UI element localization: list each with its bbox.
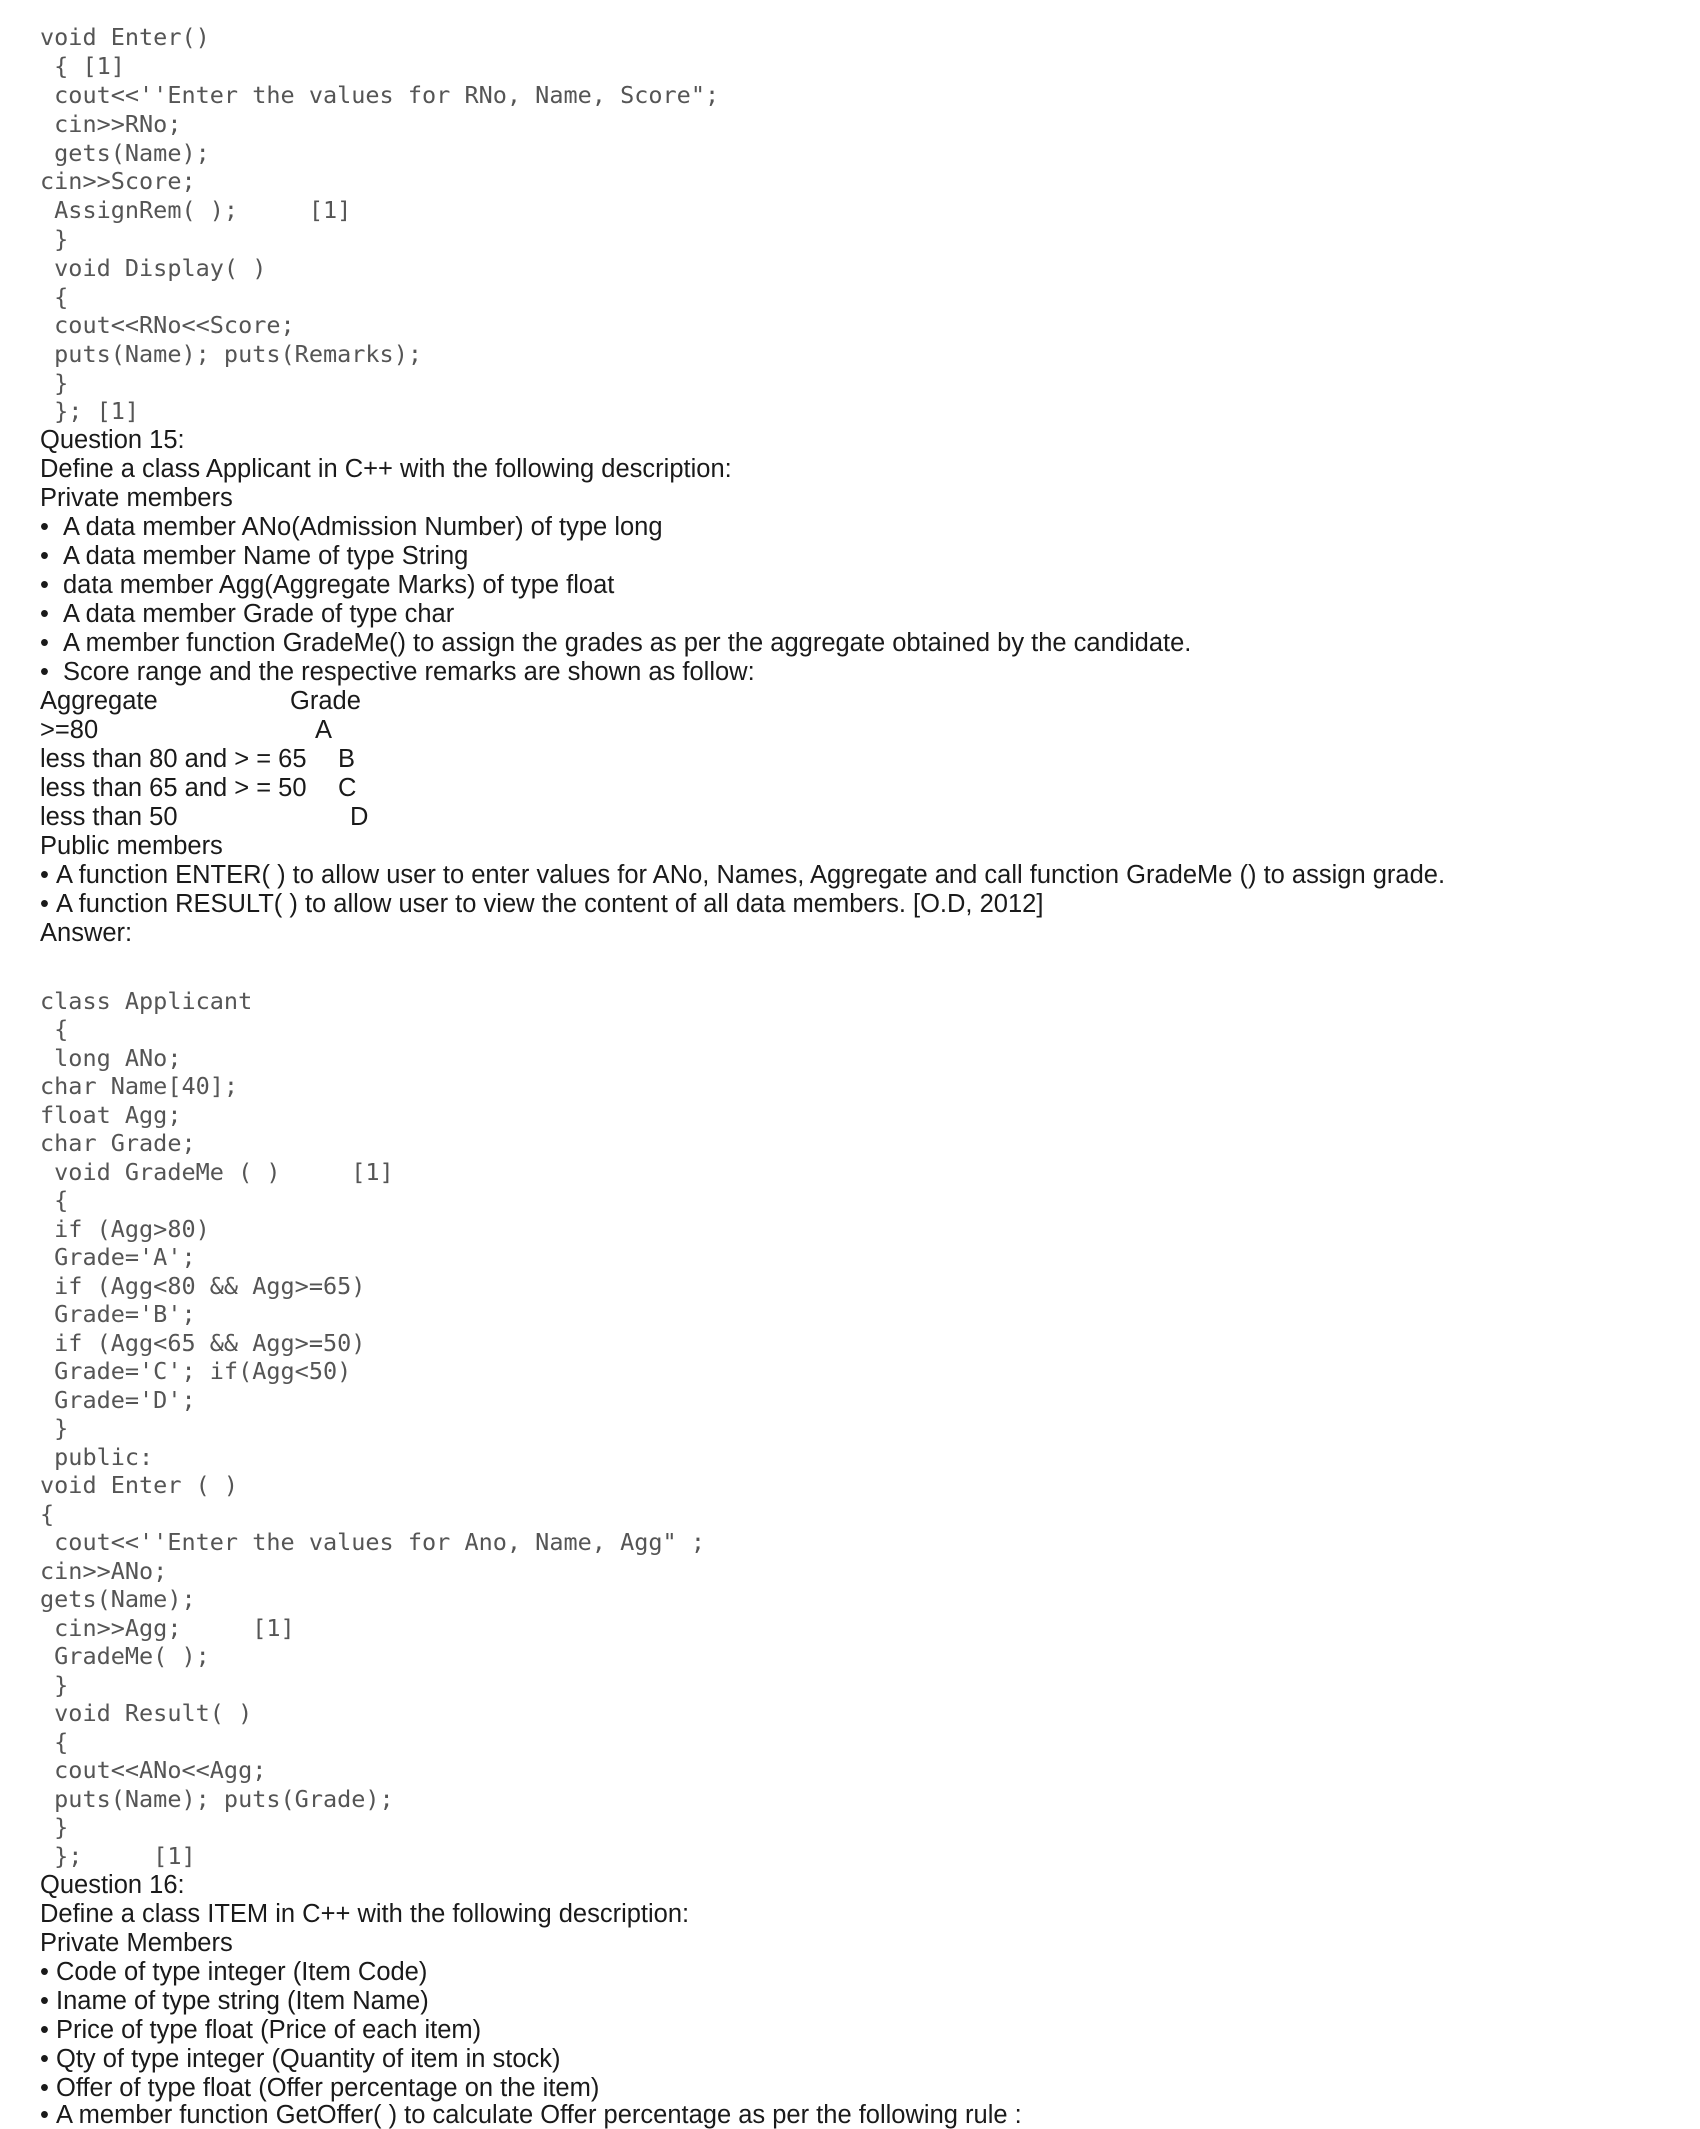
table-cell-grade: C	[338, 774, 357, 802]
code-line: GradeMe( );	[40, 1642, 210, 1670]
code-line: Grade='A';	[40, 1243, 196, 1271]
code-line: gets(Name);	[40, 1585, 196, 1613]
bullet-icon: •	[40, 513, 49, 541]
bullet-icon: •	[40, 1987, 49, 2015]
code-line: Grade='D';	[40, 1386, 196, 1414]
answer-label: Answer:	[40, 919, 133, 947]
code-line: }	[40, 1414, 69, 1442]
code-line: puts(Name); puts(Grade);	[40, 1785, 394, 1813]
code-line: cout<<''Enter the values for Ano, Name, Agg" ;	[40, 1528, 705, 1556]
table-header-aggregate: Aggregate	[40, 687, 158, 715]
question-intro: Define a class ITEM in C++ with the following description:	[40, 1900, 690, 1928]
code-line: cin>>ANo;	[40, 1557, 168, 1585]
list-item: Price of type float (Price of each item)	[56, 2016, 482, 2044]
code-line: Grade='C'; if(Agg<50)	[40, 1357, 352, 1385]
bullet-icon: •	[40, 658, 49, 686]
bullet-icon: •	[40, 2016, 49, 2044]
code-line: class Applicant	[40, 987, 253, 1015]
code-line: { [1]	[40, 52, 125, 80]
code-line: char Grade;	[40, 1129, 196, 1157]
code-line: void Enter ( )	[40, 1471, 239, 1499]
code-line: if (Agg<80 && Agg>=65)	[40, 1272, 366, 1300]
code-line: public:	[40, 1443, 154, 1471]
bullet-icon: •	[40, 890, 49, 918]
code-line: void Enter()	[40, 23, 210, 51]
section-heading-private: Private members	[40, 484, 233, 512]
code-line: AssignRem( ); [1]	[40, 196, 352, 224]
code-line: }; [1]	[40, 397, 140, 425]
table-cell-range: >=80	[40, 716, 99, 744]
section-heading-private: Private Members	[40, 1929, 233, 1957]
question-intro: Define a class Applicant in C++ with the following description:	[40, 455, 732, 483]
table-header-grade: Grade	[290, 687, 361, 715]
list-item: A member function GetOffer( ) to calculate Offer percentage as per the following rule :	[56, 2101, 1022, 2129]
code-line: {	[40, 1728, 69, 1756]
code-line: if (Agg<65 && Agg>=50)	[40, 1329, 366, 1357]
list-item: A data member ANo(Admission Number) of type long	[63, 513, 663, 541]
list-item: Score range and the respective remarks are shown as follow:	[63, 658, 755, 686]
section-heading-public: Public members	[40, 832, 223, 860]
list-item: Qty of type integer (Quantity of item in stock)	[56, 2045, 561, 2073]
list-item: data member Agg(Aggregate Marks) of type float	[63, 571, 615, 599]
code-line: long ANo;	[40, 1044, 182, 1072]
code-line: void GradeMe ( ) [1]	[40, 1158, 394, 1186]
code-line: }	[40, 1813, 69, 1841]
question-heading: Question 15:	[40, 426, 185, 454]
code-line: {	[40, 1186, 69, 1214]
bullet-icon: •	[40, 2101, 49, 2129]
code-line: {	[40, 283, 69, 311]
code-line: cout<<ANo<<Agg;	[40, 1756, 267, 1784]
list-item: A function ENTER( ) to allow user to enter values for ANo, Names, Aggregate and call function GradeMe () to assign grade.	[56, 861, 1446, 889]
code-line: cin>>Score;	[40, 167, 196, 195]
code-line: }	[40, 1671, 69, 1699]
list-item: A data member Grade of type char	[63, 600, 455, 628]
code-line: {	[40, 1500, 55, 1528]
table-cell-grade: D	[350, 803, 369, 831]
code-line: Grade='B';	[40, 1300, 196, 1328]
code-line: if (Agg>80)	[40, 1215, 210, 1243]
list-item: A data member Name of type String	[63, 542, 469, 570]
table-cell-grade: B	[338, 745, 356, 773]
list-item: A function RESULT( ) to allow user to view the content of all data members. [O.D, 2012]	[56, 890, 1044, 918]
bullet-icon: •	[40, 542, 49, 570]
list-item: Offer of type float (Offer percentage on the item)	[56, 2074, 600, 2102]
list-item: A member function GradeMe() to assign the grades as per the aggregate obtained by the candidate.	[63, 629, 1192, 657]
code-line: cin>>RNo;	[40, 110, 182, 138]
bullet-icon: •	[40, 571, 49, 599]
list-item: Code of type integer (Item Code)	[56, 1958, 428, 1986]
code-line: }	[40, 369, 69, 397]
code-line: {	[40, 1015, 69, 1043]
code-line: gets(Name);	[40, 139, 210, 167]
list-item: Iname of type string (Item Name)	[56, 1987, 429, 2015]
question-heading: Question 16:	[40, 1871, 185, 1899]
bullet-icon: •	[40, 861, 49, 889]
table-cell-grade: A	[315, 716, 333, 744]
code-line: cin>>Agg; [1]	[40, 1614, 295, 1642]
code-line: }	[40, 225, 69, 253]
bullet-icon: •	[40, 2045, 49, 2073]
code-line: void Display( )	[40, 254, 267, 282]
code-line: }; [1]	[40, 1842, 196, 1870]
bullet-icon: •	[40, 2074, 49, 2102]
table-cell-range: less than 65 and > = 50	[40, 774, 307, 802]
table-cell-range: less than 80 and > = 65	[40, 745, 307, 773]
table-cell-range: less than 50	[40, 803, 178, 831]
code-line: float Agg;	[40, 1101, 182, 1129]
code-line: puts(Name); puts(Remarks);	[40, 340, 423, 368]
code-line: cout<<''Enter the values for RNo, Name, Score";	[40, 81, 720, 109]
bullet-icon: •	[40, 600, 49, 628]
code-line: char Name[40];	[40, 1072, 239, 1100]
code-line: cout<<RNo<<Score;	[40, 311, 295, 339]
code-line: void Result( )	[40, 1699, 253, 1727]
bullet-icon: •	[40, 1958, 49, 1986]
bullet-icon: •	[40, 629, 49, 657]
